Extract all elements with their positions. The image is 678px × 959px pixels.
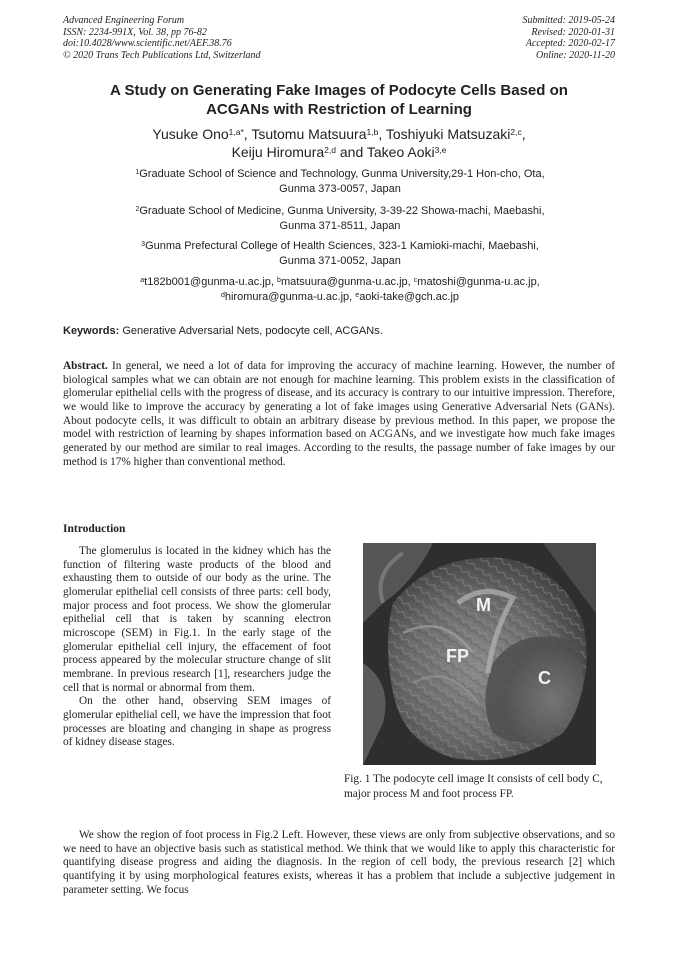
journal-copyright: © 2020 Trans Tech Publications Ltd, Switzerland	[63, 49, 261, 61]
paper-title-line-1: A Study on Generating Fake Images of Podocyte Cells Based on	[110, 82, 568, 99]
date-revised: Revised: 2020-01-31	[531, 26, 615, 38]
author-name: Takeo Aoki	[366, 144, 435, 160]
author-emails: $^a$t182b001@gunma-u.ac.jp, $^b$matsuura@gunma-u.ac.jp, $^c$matoshi@gunma-u.ac.jp, $^d$hiromura@gunma-u.ac.jp, $^e$aoki-take@gch.ac.jp	[140, 276, 540, 303]
email-link[interactable]: matsuura@gunma-u.ac.jp,	[280, 276, 411, 288]
author-name: Yusuke Ono	[152, 126, 229, 142]
abstract	[63, 360, 615, 469]
date-online: Online: 2020-11-20	[536, 49, 615, 61]
author-affiliation-marker: 2,c	[510, 127, 522, 137]
figure-label-major-process: M	[476, 595, 491, 615]
paper-title-line-2: ACGANs with Restriction of Learning	[206, 101, 472, 118]
date-accepted: Accepted: 2020-02-17	[525, 38, 615, 49]
keywords-label: Keywords:	[63, 325, 120, 337]
email-link[interactable]: t182b001@gunma-u.ac.jp,	[144, 276, 274, 288]
journal-doi: doi:10.4028/www.scientific.net/AEF.38.76	[63, 38, 232, 49]
email-link[interactable]: aoki-take@gch.ac.jp	[359, 290, 460, 303]
journal-name: Advanced Engineering Forum	[63, 15, 185, 26]
author-conjunction: and	[339, 144, 364, 160]
figure-1-sem-image	[363, 543, 596, 765]
sem-micrograph	[363, 543, 596, 765]
journal-header-right	[523, 15, 616, 61]
section-heading-introduction: Introduction	[63, 523, 126, 535]
figure-1-caption: Fig. 1 The podocyte cell image It consists of cell body C, major process M and foot process FP.	[344, 773, 603, 800]
paragraph: We show the region of foot process in Fig.2 Left. However, these views are only from subjective observations, and so we need to have an objective basis such as statistical method. We think that we would like to apply this characteristic for quantifying disease progress and aiding the diagnosis. In the region of cell body, the previous research [2] which quantifying it by using morphological features exists, whereas it has a problem that include a subjective judgement in parameter setting. We focus	[63, 829, 615, 896]
introduction-left-column	[63, 545, 331, 750]
introduction-full-width	[63, 829, 615, 897]
abstract-label: Abstract.	[63, 360, 108, 372]
paragraph: The glomerulus is located in the kidney which has the function of filtering waste products of the blood and exhausting them to outside of our body as the urine. The glomerular epithelial cell consists of three parts: cell body, major process and foot process. We show the glomerular epithelial cell that is taken by scanning electron microscope (SEM) in Fig.1. In the early stage of the glomerular epithelial cell injury, the effacement of foot process appeared by the molecular structure change of slit membrane. In previous research [1], researchers judge the cell that is normal or abnormal from them.	[63, 545, 331, 694]
author-name: Keiju Hiromura	[231, 144, 325, 160]
author-affiliation-marker: 2,d	[324, 145, 336, 155]
email-link[interactable]: hiromura@gunma-u.ac.jp,	[224, 290, 353, 303]
abstract-text: In general, we need a lot of data for improving the accuracy of machine learning. However, the number of biological samples what we can obtain are not enough for machine learning. This problem exists in the classification of glomerular epithelial cells with the progress of disease, and its accuracy is contrary to our intuitive impression. Therefore, we would like to improve the accuracy by generating a lot of fake images using Generative Adversarial Nets (GANs). About podocyte cells, it was difficult to obtain an arbitrary disease by previous method. In this paper, we propose the model with restriction of learning by shapes information based on ACGANs, and we investigate how much fake images generated by our method are similar to real images. According to the results, the passage number of fake images by our method is 17% higher than conventional method.	[63, 360, 616, 468]
affiliation-1: $^1$Graduate School of Science and Technology, Gunma University,29-1 Hon-cho, Ota, Gunma 373-0057, Japan	[135, 168, 545, 195]
journal-header-left	[63, 15, 261, 61]
figure-label-cell-body: C	[538, 668, 551, 688]
author-affiliation-marker: 1,a*	[228, 127, 244, 137]
paper-title	[63, 81, 615, 119]
affiliation-2: $^2$Graduate School of Medicine, Gunma University, 3-39-22 Showa-machi, Maebashi, Gunma 371-8511, Japan	[135, 205, 545, 232]
author-affiliation-marker: 1,b	[366, 127, 379, 137]
author-name: Toshiyuki Matsuzaki	[385, 126, 511, 142]
author-list: Yusuke Ono$^{1,a*}$, Tsutomu Matsuura$^{1,b}$, Toshiyuki Matsuzaki$^{2,c}$, Keiju Hiromura$^{2,d}$ and Takeo Aoki$^{3,e}$	[152, 126, 526, 160]
keywords-text: Generative Adversarial Nets, podocyte cell, ACGANs.	[122, 325, 383, 337]
date-submitted: Submitted: 2019-05-24	[522, 15, 615, 26]
author-affiliation-marker: 3,e	[434, 145, 447, 155]
email-link[interactable]: matoshi@gunma-u.ac.jp,	[417, 276, 540, 288]
author-name: Tsutomu Matsuura	[251, 126, 367, 142]
keywords	[63, 324, 615, 338]
figure-label-foot-process: FP	[446, 646, 470, 666]
affiliation-3: $^3$Gunma Prefectural College of Health Sciences, 323-1 Kamioki-machi, Maebashi, Gunma 371-0052, Japan	[141, 240, 539, 267]
paragraph: On the other hand, observing SEM images of glomerular epithelial cell, we have the impression that foot processes are bloating and changing in shape as progress of kidney disease stages.	[63, 695, 331, 749]
journal-issn: ISSN: 2234-991X, Vol. 38, pp 76-82	[63, 26, 207, 38]
